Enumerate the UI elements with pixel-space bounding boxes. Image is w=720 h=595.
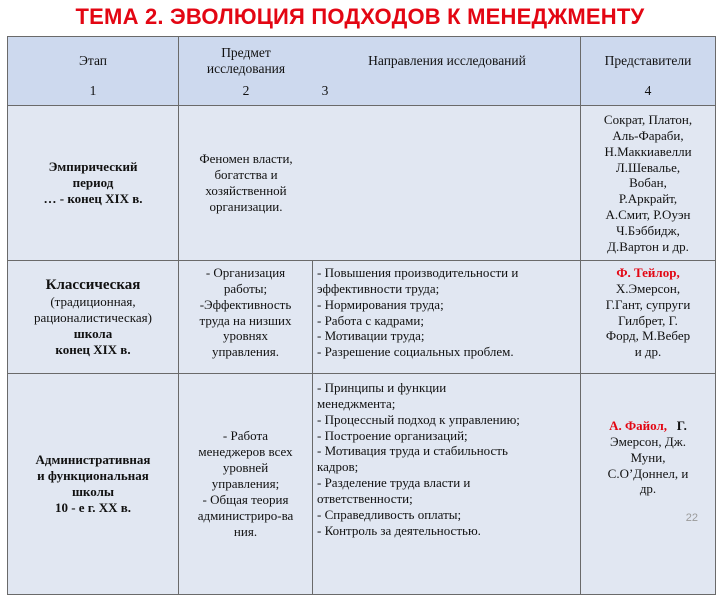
representatives-cell: Сократ, Платон, Аль-Фараби, Н.Маккиавелли Л.Шевалье, Вобан, Р.Аркрайт, А.Смит, Р.Оуэн Ч.Бэббидж, Д.Вартон и др. [581, 106, 716, 261]
header-stage: Этап 1 [8, 37, 179, 106]
representatives-cell: Ф. Тейлор, Х.Эмерсон, Г.Гант, супруги Гилбрет, Г. Форд, М.Вебер и др. [581, 261, 716, 374]
col-num-1: 1 [89, 82, 97, 98]
table-row-administrative [8, 374, 716, 595]
representative-accent: А. Файол, [609, 418, 668, 433]
stage-cell: Классическая (традиционная, рационалистическая) школа конец XIX в. [8, 261, 179, 374]
header-subject: Предмет исследования [206, 45, 286, 77]
header-row [8, 37, 716, 106]
col-num-2: 2 [242, 82, 250, 98]
directions-cell: - Принципы и функции менеджмента; - Процессный подход к управлению; - Построение организаций; - Мотивация труда и стабильность кадров; - Разделение труда власти и ответственности; - Справедливость оплаты; - Контроль за деятельностью. [313, 374, 581, 595]
stage-cell: Эмпирический период … - конец XIX в. [8, 106, 179, 261]
subject-cell: - Организация работы; -Эффективность труда на низших уровнях управления. [179, 261, 313, 374]
header-representatives: Представители 4 [581, 37, 716, 106]
table-row-empirical [8, 106, 716, 261]
header-subject-directions [179, 37, 581, 106]
stage-cell: Административная и функциональная школы 10 - е г. ХХ в. [8, 374, 179, 595]
col-num-4: 4 [644, 82, 652, 98]
representatives-cell: А. Файол, Г. Эмерсон, Дж. Муни, С.О’Доннел, и др. [581, 374, 716, 595]
subject-cell: - Работа менеджеров всех уровней управления; - Общая теория администриро-ва ния. [179, 374, 313, 595]
representative-accent: Ф. Тейлор, [616, 265, 680, 280]
slide-title: ТЕМА 2. ЭВОЛЮЦИЯ ПОДХОДОВ К МЕНЕДЖМЕНТУ [75, 4, 645, 29]
table-row-classical [8, 261, 716, 374]
header-directions: Направления исследований [368, 53, 526, 68]
directions-cell: - Повышения производительности и эффективности труда; - Нормирования труда; - Работа с кадрами; - Мотивации труда; - Разрешение социальных проблем. [313, 261, 581, 374]
slide-number: 22 [685, 512, 698, 524]
subject-cell: Феномен власти, богатства и хозяйственной организации. [179, 106, 581, 261]
approaches-table [7, 36, 716, 595]
col-num-3: 3 [321, 82, 329, 98]
